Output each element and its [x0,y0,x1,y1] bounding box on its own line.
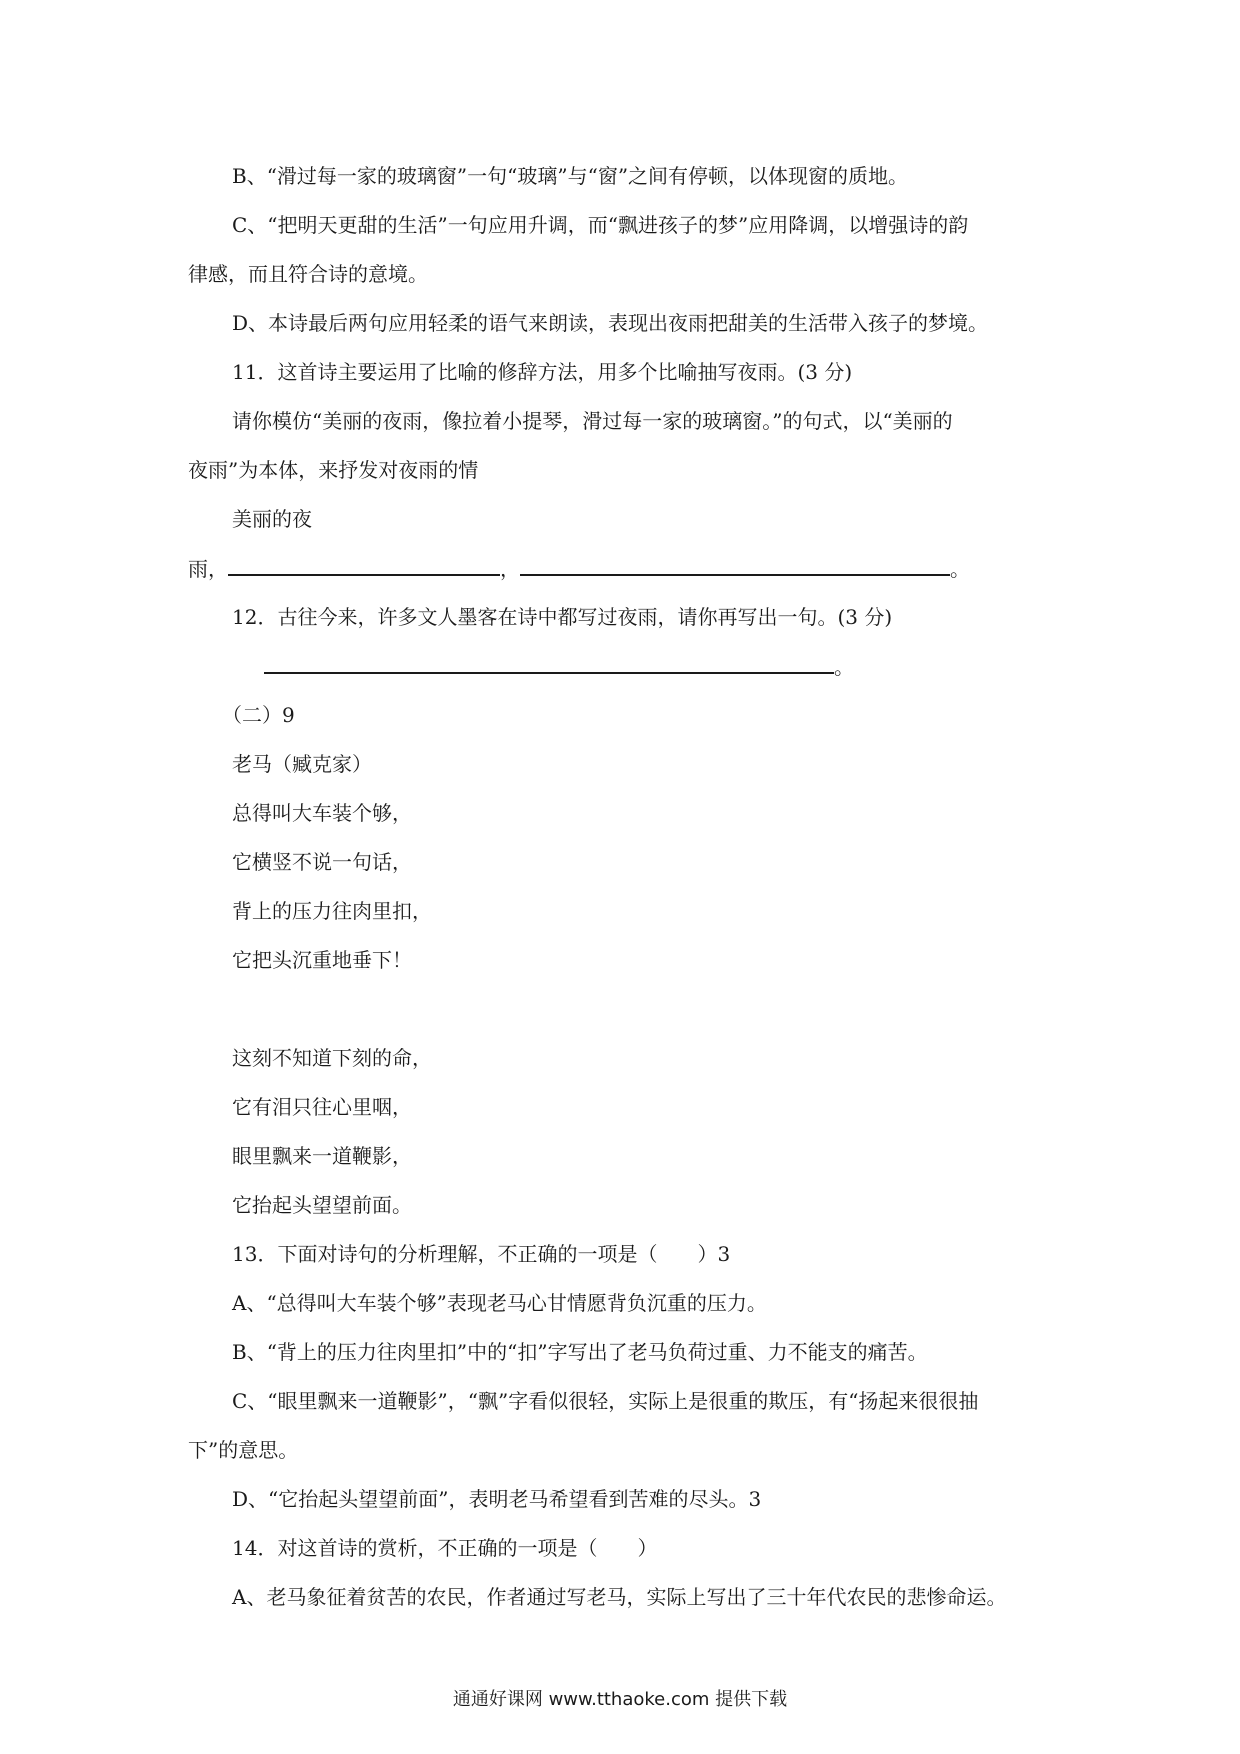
q14-option-a: A、老马象征着贫苦的农民，作者通过写老马，实际上写出了三十年代农民的悲惨命运。 [232,1585,1007,1609]
q13-option-c-line1: C、“眼里飘来一道鞭影”，“飘”字看似很轻，实际上是很重的欺压，有“扬起来很很抽 [232,1389,979,1413]
section-heading: （二）9 [222,703,295,727]
q13-option-b: B、“背上的压力往肉里扣”中的“扣”字写出了老马负荷过重、力不能支的痛苦。 [232,1340,928,1364]
q11-period: 。 [950,557,970,581]
q11-prompt-line1: 请你模仿“美丽的夜雨，像拉着小提琴，滑过每一家的玻璃窗。”的句式，以“美丽的 [232,409,953,433]
q12-period: 。 [834,655,854,679]
q13-option-a: A、“总得叫大车装个够”表现老马心甘情愿背负沉重的压力。 [232,1291,767,1315]
page-footer: 通通好课网 www.tthaoke.com 提供下载 [452,1689,788,1710]
q10-option-c-line1: C、“把明天更甜的生活”一句应用升调，而“飘进孩子的梦”应用降调，以增强诗的韵 [232,213,969,237]
q11-answer-prefix: 雨， [188,557,228,581]
q11-answer-blank-2[interactable] [520,554,950,576]
poem-line: 眼里飘来一道鞭影， [232,1144,412,1168]
poem-line: 它抬起头望望前面。 [232,1193,412,1217]
q13-stem: 13．下面对诗句的分析理解，不正确的一项是（ ）3 [232,1242,731,1266]
q10-option-d: D、本诗最后两句应用轻柔的语气来朗读，表现出夜雨把甜美的生活带入孩子的梦境。 [232,311,989,335]
q14-stem: 14．对这首诗的赏析，不正确的一项是（ ） [232,1536,658,1560]
poem-line: 总得叫大车装个够， [232,801,412,825]
poem-title: 老马（臧克家） [232,752,372,776]
q11-answer-blank-1[interactable] [228,554,500,576]
q13-option-d: D、“它抬起头望望前面”，表明老马希望看到苦难的尽头。3 [232,1487,762,1511]
poem-line: 它有泪只往心里咽， [232,1095,412,1119]
q12-answer-line [264,652,854,681]
q11-answer-line [188,554,970,583]
q12-stem: 12．古往今来，许多文人墨客在诗中都写过夜雨，请你再写出一句。(3 分) [232,605,893,629]
q10-option-b: B、“滑过每一家的玻璃窗”一句“玻璃”与“窗”之间有停顿，以体现窗的质地。 [232,164,909,188]
poem-line: 背上的压力往肉里扣， [232,899,432,923]
q10-option-c-line2: 律感，而且符合诗的意境。 [188,262,428,286]
q11-answer-start: 美丽的夜 [232,507,312,531]
q11-comma: ， [500,557,520,581]
q12-answer-blank[interactable] [264,652,834,674]
poem-line: 它横竖不说一句话， [232,850,412,874]
q13-option-c-line2: 下”的意思。 [188,1438,299,1462]
poem-line: 这刻不知道下刻的命， [232,1046,432,1070]
q11-stem: 11．这首诗主要运用了比喻的修辞方法，用多个比喻抽写夜雨。(3 分) [232,360,853,384]
poem-line: 它把头沉重地垂下！ [232,948,412,972]
q11-prompt-line2: 夜雨”为本体，来抒发对夜雨的情 [188,458,479,482]
